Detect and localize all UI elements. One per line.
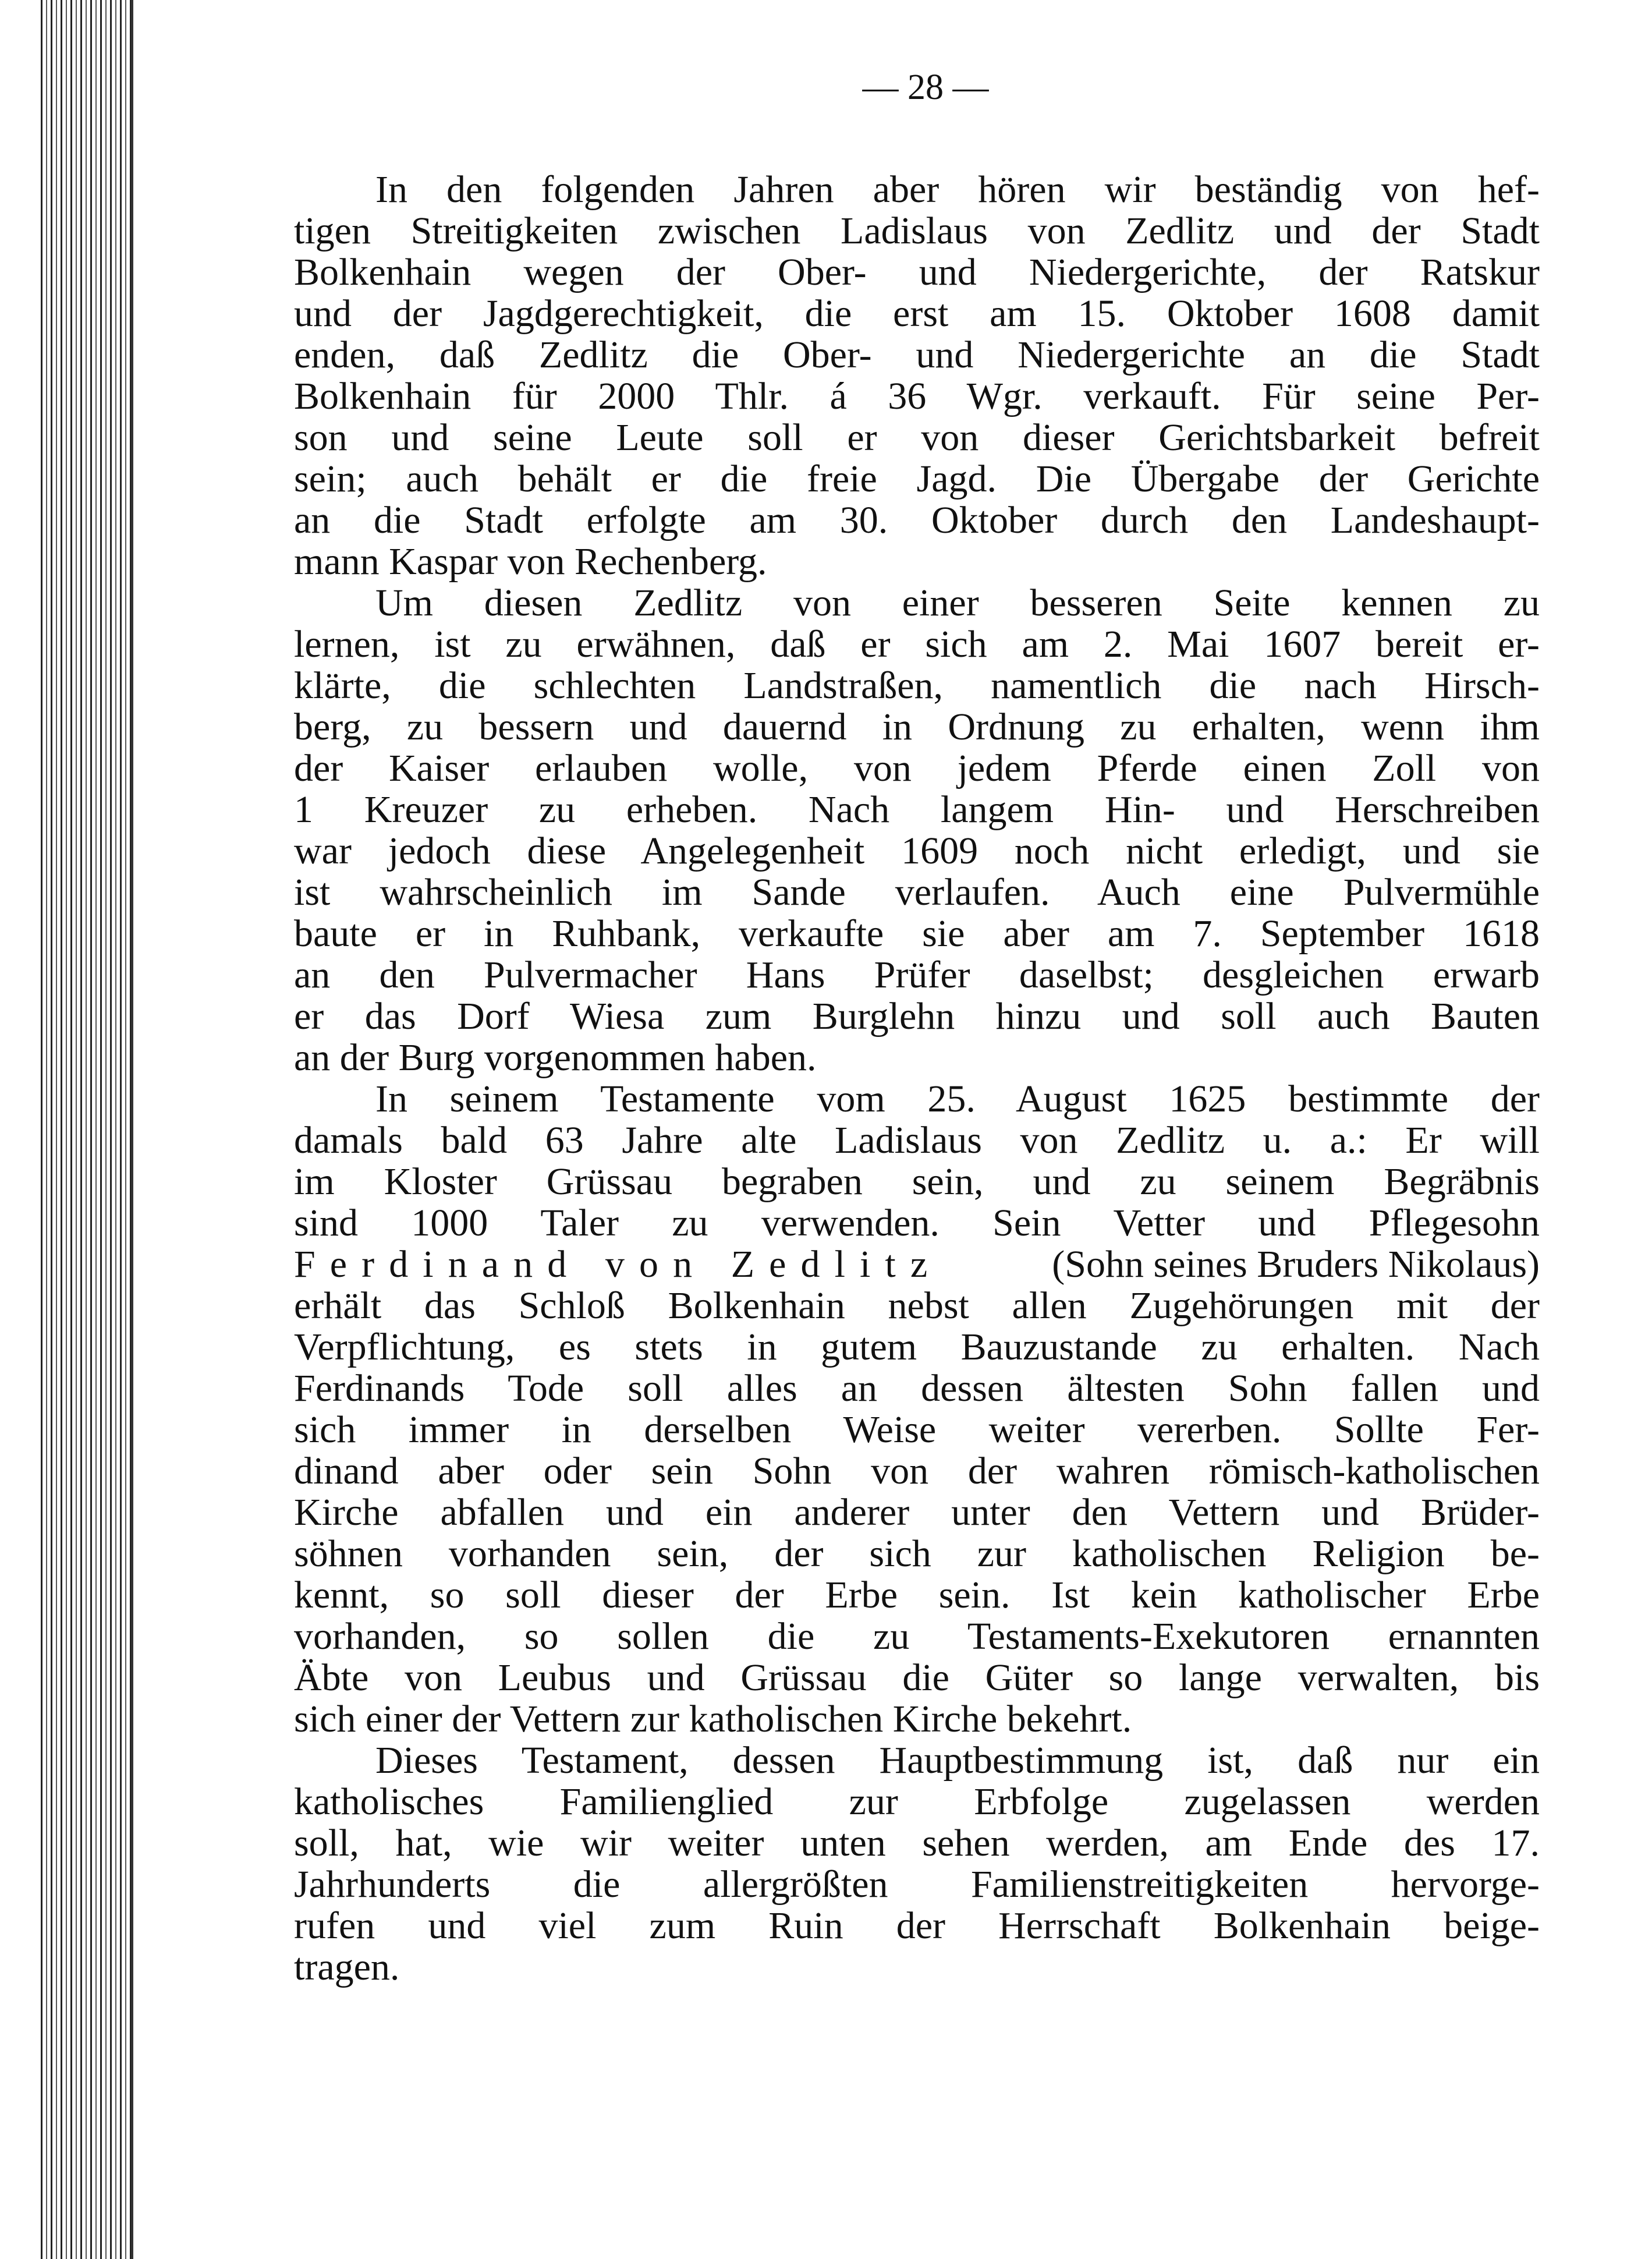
- text-line: soll, hat, wie wir weiter unten sehen werden, am Ende des 17.: [294, 1822, 1540, 1864]
- text-line: enden, daß Zedlitz die Ober- und Niedergerichte an die Stadt: [294, 334, 1540, 376]
- text-line: ist wahrscheinlich im Sande verlaufen. Auch eine Pulvermühle: [294, 871, 1540, 913]
- text-line: erhält das Schloß Bolkenhain nebst allen Zugehörungen mit der: [294, 1284, 1540, 1327]
- text-line: Äbte von Leubus und Grüssau die Güter so lange verwalten, bis: [294, 1656, 1540, 1699]
- text-line: tragen.: [294, 1946, 400, 1988]
- paragraph: [294, 1740, 1540, 1988]
- page-gutter-line: [131, 0, 133, 2259]
- text-line: 1 Kreuzer zu erheben. Nach langem Hin- und Herschreiben: [294, 788, 1540, 831]
- text-line: Verpflichtung, es stets in gutem Bauzustande zu erhalten. Nach: [294, 1326, 1540, 1368]
- text-line: Jahrhunderts die allergrößten Familienstreitigkeiten hervorge-: [294, 1863, 1540, 1906]
- text-line: kennt, so soll dieser der Erbe sein. Ist kein katholischer Erbe: [294, 1574, 1540, 1616]
- text-line: [294, 1244, 1540, 1285]
- paragraph: [294, 1078, 1540, 1740]
- text-line: In den folgenden Jahren aber hören wir beständig von hef-: [375, 168, 1540, 211]
- text-line: söhnen vorhanden sein, der sich zur katholischen Religion be-: [294, 1532, 1540, 1575]
- text-line: und der Jagdgerechtigkeit, die erst am 15. Oktober 1608 damit: [294, 292, 1540, 335]
- text-line: Ferdinands Tode soll alles an dessen ältesten Sohn fallen und: [294, 1367, 1540, 1410]
- text-line: katholisches Familienglied zur Erbfolge zugelassen werden: [294, 1780, 1540, 1823]
- paragraph: [294, 582, 1540, 1078]
- body-text: [294, 169, 1540, 1988]
- text-line: sich einer der Vettern zur katholischen Kirche bekehrt.: [294, 1698, 1132, 1740]
- spaced-name: Ferdinand von Zedlitz: [294, 1243, 942, 1286]
- text-line: lernen, ist zu erwähnen, daß er sich am 2. Mai 1607 bereit er-: [294, 623, 1540, 665]
- text-line: an die Stadt erfolgte am 30. Oktober durch den Landeshaupt-: [294, 499, 1540, 541]
- text-line: er das Dorf Wiesa zum Burglehn hinzu und soll auch Bauten: [294, 995, 1540, 1038]
- text-line: Um diesen Zedlitz von einer besseren Seite kennen zu: [375, 582, 1540, 624]
- text-line: vorhanden, so sollen die zu Testaments-Exekutoren ernannten: [294, 1615, 1540, 1658]
- text-line: baute er in Ruhbank, verkaufte sie aber am 7. September 1618: [294, 912, 1540, 955]
- text-line: klärte, die schlechten Landstraßen, namentlich die nach Hirsch-: [294, 664, 1540, 707]
- text-line: dinand aber oder sein Sohn von der wahren römisch-katholischen: [294, 1450, 1540, 1492]
- text-line: der Kaiser erlauben wolle, von jedem Pferde einen Zoll von: [294, 747, 1540, 789]
- text-line: sind 1000 Taler zu verwenden. Sein Vetter und Pflegesohn: [294, 1202, 1540, 1244]
- text-line: tigen Streitigkeiten zwischen Ladislaus von Zedlitz und der Stadt: [294, 210, 1540, 252]
- text-line: sein; auch behält er die freie Jagd. Die Übergabe der Gerichte: [294, 458, 1540, 500]
- paragraph: [294, 169, 1540, 582]
- text-line: im Kloster Grüssau begraben sein, und zu seinem Begräbnis: [294, 1160, 1540, 1203]
- text-line: mann Kaspar von Rechenberg.: [294, 540, 767, 583]
- text-line: Bolkenhain für 2000 Thlr. á 36 Wgr. verkauft. Für seine Per-: [294, 375, 1540, 417]
- text-line: rufen und viel zum Ruin der Herrschaft Bolkenhain beige-: [294, 1904, 1540, 1947]
- line-rest: (Sohn seines Bruders Nikolaus): [1052, 1243, 1540, 1286]
- page-number: — 28 —: [862, 68, 989, 107]
- text-line: damals bald 63 Jahre alte Ladislaus von Zedlitz u. a.: Er will: [294, 1119, 1540, 1162]
- text-line: an der Burg vorgenommen haben.: [294, 1036, 817, 1079]
- text-line: an den Pulvermacher Hans Prüfer daselbst; desgleichen erwarb: [294, 954, 1540, 996]
- text-line: Dieses Testament, dessen Hauptbestimmung ist, daß nur ein: [375, 1739, 1540, 1782]
- text-line: war jedoch diese Angelegenheit 1609 noch nicht erledigt, und sie: [294, 830, 1540, 872]
- book-binding-edge: [41, 0, 134, 2259]
- text-line: sich immer in derselben Weise weiter vererben. Sollte Fer-: [294, 1408, 1540, 1451]
- text-line: Kirche abfallen und ein anderer unter den Vettern und Brüder-: [294, 1491, 1540, 1534]
- text-line: berg, zu bessern und dauernd in Ordnung zu erhalten, wenn ihm: [294, 706, 1540, 748]
- text-line: In seinem Testamente vom 25. August 1625 bestimmte der: [375, 1078, 1540, 1120]
- text-line: son und seine Leute soll er von dieser Gerichtsbarkeit befreit: [294, 416, 1540, 459]
- text-line: Bolkenhain wegen der Ober- und Niedergerichte, der Ratskur: [294, 251, 1540, 293]
